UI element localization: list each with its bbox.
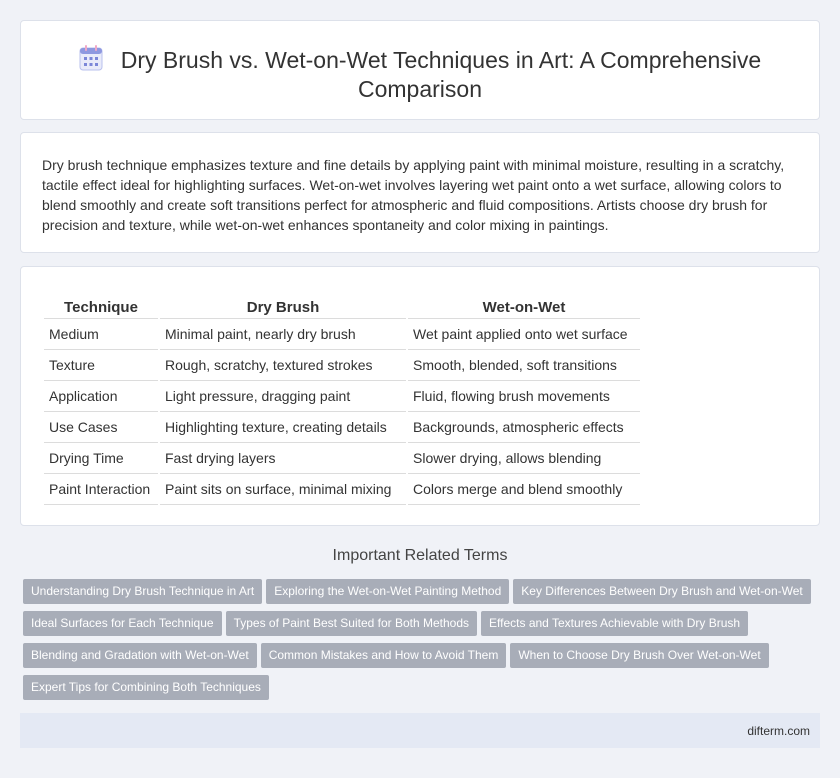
row-label-texture: Texture: [44, 350, 158, 381]
intro-paragraph: Dry brush technique emphasizes texture and fine details by applying paint with minimal moisture, resulting in a scratchy, tactile effect ideal for highlighting surfaces. Wet-on-wet involves layering wet paint onto a wet surface, allowing colors to blend smoothly and create soft transitions perfect for atmospheric and fluid compositions. Artists choose dry brush for precision and texture, while wet-on-wet enhances spontaneity and color mixing in paintings.: [42, 157, 785, 233]
comparison-card: [20, 266, 820, 526]
table-row: [44, 381, 640, 412]
table-row: [44, 443, 640, 474]
table-row: [44, 350, 640, 381]
dry-brush-cell: Light pressure, dragging paint: [160, 381, 406, 412]
wet-on-wet-cell: Colors merge and blend smoothly: [408, 474, 640, 505]
row-label-medium: Medium: [44, 319, 158, 350]
column-header-technique: Technique: [44, 296, 158, 319]
related-term-tag[interactable]: Ideal Surfaces for Each Technique: [23, 611, 222, 636]
related-terms-heading: Important Related Terms: [332, 547, 508, 564]
column-header-wet-on-wet: Wet-on-Wet: [408, 296, 640, 319]
wet-on-wet-cell: Smooth, blended, soft transitions: [408, 350, 640, 381]
comparison-table: [42, 296, 642, 505]
footer-site-link[interactable]: difterm.com: [747, 724, 810, 738]
table-row: [44, 319, 640, 350]
column-header-dry-brush: Dry Brush: [160, 296, 406, 319]
related-term-tag[interactable]: When to Choose Dry Brush Over Wet-on-Wet: [510, 643, 768, 668]
row-label-use-cases: Use Cases: [44, 412, 158, 443]
related-term-tag[interactable]: Understanding Dry Brush Technique in Art: [23, 579, 262, 604]
related-term-tag[interactable]: Types of Paint Best Suited for Both Methods: [226, 611, 477, 636]
row-label-paint-interaction: Paint Interaction: [44, 474, 158, 505]
footer: [20, 713, 820, 748]
related-term-tag[interactable]: Key Differences Between Dry Brush and Wet-on-Wet: [513, 579, 810, 604]
dry-brush-cell: Minimal paint, nearly dry brush: [160, 319, 406, 350]
page-title: [21, 45, 819, 104]
wet-on-wet-cell: Fluid, flowing brush movements: [408, 381, 640, 412]
related-terms-list: [23, 579, 823, 707]
row-label-drying-time: Drying Time: [44, 443, 158, 474]
calendar-icon: [79, 45, 103, 71]
dry-brush-cell: Rough, scratchy, textured strokes: [160, 350, 406, 381]
related-term-tag[interactable]: Effects and Textures Achievable with Dry Brush: [481, 611, 748, 636]
table-header-row: [44, 296, 640, 319]
intro-card: [20, 132, 820, 253]
dry-brush-cell: Highlighting texture, creating details: [160, 412, 406, 443]
table-row: [44, 412, 640, 443]
row-label-application: Application: [44, 381, 158, 412]
title-line-2: Comparison: [358, 76, 482, 102]
related-term-tag[interactable]: Blending and Gradation with Wet-on-Wet: [23, 643, 257, 668]
wet-on-wet-cell: Wet paint applied onto wet surface: [408, 319, 640, 350]
dry-brush-cell: Fast drying layers: [160, 443, 406, 474]
related-term-tag[interactable]: Common Mistakes and How to Avoid Them: [261, 643, 507, 668]
wet-on-wet-cell: Backgrounds, atmospheric effects: [408, 412, 640, 443]
wet-on-wet-cell: Slower drying, allows blending: [408, 443, 640, 474]
related-term-tag[interactable]: Exploring the Wet-on-Wet Painting Method: [266, 579, 509, 604]
title-line-1: Dry Brush vs. Wet-on-Wet Techniques in Art: A Comprehensive: [120, 47, 762, 73]
table-row: [44, 474, 640, 505]
related-term-tag[interactable]: Expert Tips for Combining Both Techniques: [23, 675, 269, 700]
dry-brush-cell: Paint sits on surface, minimal mixing: [160, 474, 406, 505]
header-card: [20, 20, 820, 120]
